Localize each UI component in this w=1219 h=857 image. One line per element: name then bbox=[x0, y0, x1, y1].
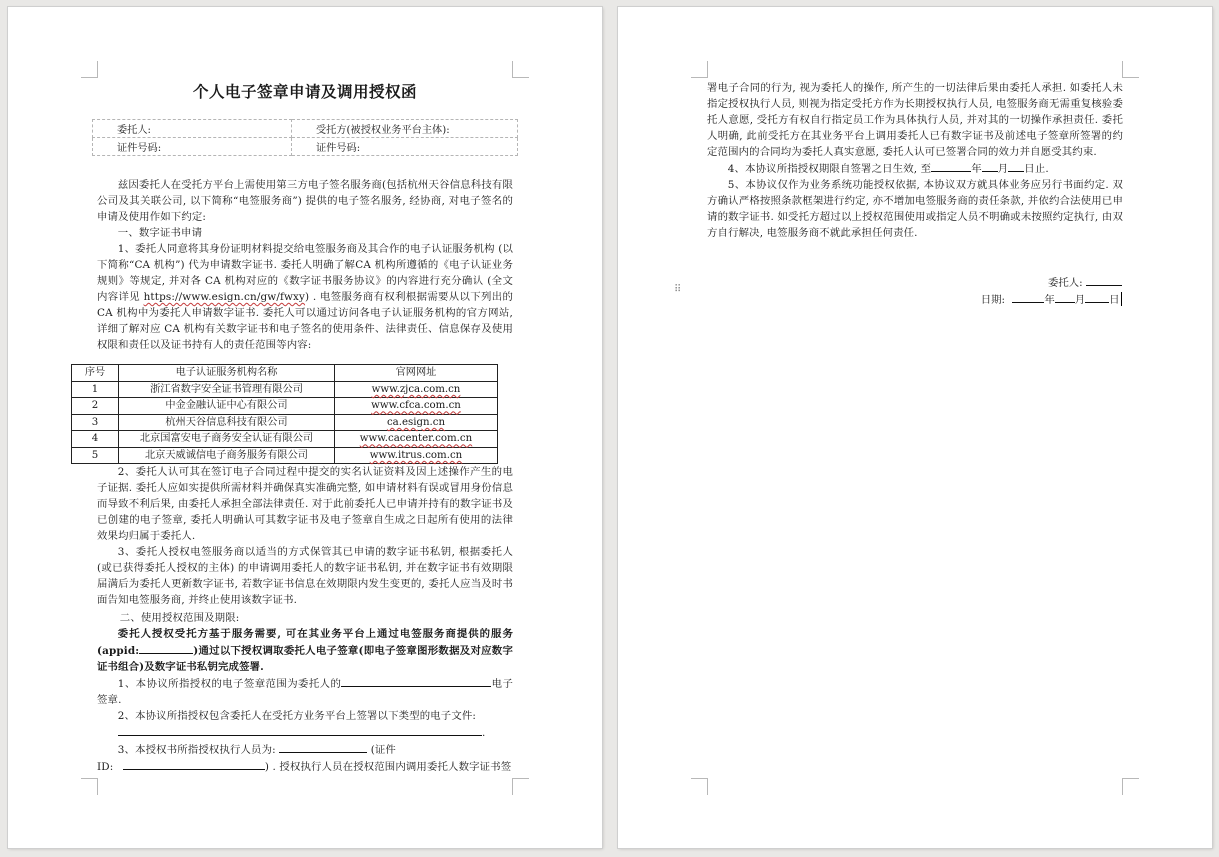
header-number: 序号 bbox=[72, 365, 119, 382]
paragraph-text: ID: bbox=[97, 761, 114, 773]
paragraph-text: (证件 bbox=[370, 744, 396, 756]
text-cursor bbox=[1121, 292, 1123, 306]
document-page-1 bbox=[8, 7, 602, 848]
section1-heading[interactable]: 一、数字证书申请 bbox=[117, 227, 203, 239]
cell-name[interactable]: 中金金融认证中心有限公司 bbox=[119, 398, 335, 415]
document-type-blank[interactable] bbox=[118, 724, 482, 736]
paragraph-text: 电子签章. bbox=[97, 678, 513, 706]
ca-institution-table bbox=[71, 364, 498, 464]
appid-blank[interactable] bbox=[139, 642, 193, 654]
document-page-2 bbox=[618, 7, 1212, 848]
margin-corner-mark bbox=[691, 61, 708, 78]
paragraph-text: . bbox=[482, 727, 486, 739]
section2-paragraph-3-continued[interactable]: 署电子合同的行为, 视为委托人的操作, 所产生的一切法律后果由委托人承担. 如委托人未指定授权执行人员, 则视为指定受托方作为长期授权执行人员, 电签服务商无需重复核验委托人意愿, 受托方有权自行指定员工作为具体执行人员, 并对其的一切操作承担责任. 委托人明确, 此前受托方在其业务平台上调用委托人已有数字证书及前述电子签章所签署的约定范围内的合同均为委托人真实意愿, 委托人认可已签署合同的效力并自愿受其约束. bbox=[707, 82, 1123, 158]
principal-label[interactable]: 委托人: bbox=[93, 120, 292, 138]
section2-paragraph-5[interactable]: 5、本协议仅作为业务系统功能授权依据, 本协议双方就具体业务应另行书面约定. 双方确认严格按照条款框架进行约定, 亦不增加电签服务商的责任条款, 并依约合法使用已申请的数字证书. 如受托方超过以上授权范围使用或指定人员不明确或未按照约定执行, 由双方自行解决, 电签服务商不就此承担任何责任. bbox=[707, 179, 1123, 239]
executor-id-line[interactable] bbox=[97, 758, 513, 775]
agreement-link[interactable]: https://www.esign.cn/gw/fwxy bbox=[143, 291, 306, 303]
margin-corner-mark bbox=[81, 778, 98, 795]
website-link[interactable]: www.zjca.com.cn bbox=[371, 383, 461, 395]
paragraph-text: 委托人授权受托方基于服务需要, 可在其业务平台上通过电签服务商提供的服务(appid: bbox=[97, 628, 513, 657]
document-body-part1 bbox=[97, 177, 513, 353]
document-type-line bbox=[97, 724, 513, 741]
table-row bbox=[72, 447, 498, 464]
drag-handle-icon[interactable]: ⠿ bbox=[674, 284, 682, 295]
signature-date-line[interactable] bbox=[981, 291, 1122, 308]
cell-number[interactable]: 1 bbox=[72, 381, 119, 398]
header-website: 官网网址 bbox=[335, 365, 498, 382]
cell-name[interactable]: 北京国富安电子商务安全认证有限公司 bbox=[119, 431, 335, 448]
paragraph-text: ) . 电签服务商有权利根据需要从以下列出的 CA 机构中为委托人申请数字证书. 委托人可以通过访问各电子认证服务机构的官方网站, 详细了解对应 CA 机构有关数字证书和电子签名的使用条件、法律责任、信息保存及使用权限和责任以及证书持有人的责任范围等内容: bbox=[97, 291, 513, 351]
cell-website[interactable] bbox=[335, 431, 498, 448]
cell-number[interactable]: 4 bbox=[72, 431, 119, 448]
document-body-part2 bbox=[97, 464, 513, 775]
table-row bbox=[72, 381, 498, 398]
margin-corner-mark bbox=[512, 61, 529, 78]
paragraph-text: 1、委托人同意将其身份证明材料提交给电签服务商及其合作的电子认证服务机构 (以下简称“CA 机构”) 代为申请数字证书. 委托人明确了解CA 机构所遵循的《电子认证业务规则》等规定, 并对各 CA 机构对应的《数字证书服务协议》的内容进行充分确认 (全文内容详见 bbox=[97, 243, 513, 303]
table-row bbox=[72, 398, 498, 415]
end-year-blank[interactable] bbox=[931, 160, 971, 172]
cell-website[interactable] bbox=[335, 398, 498, 415]
sign-day-blank[interactable] bbox=[1085, 291, 1109, 303]
agent-id-label[interactable]: 证件号码: bbox=[292, 138, 518, 156]
year-label: 年 bbox=[1044, 294, 1055, 306]
end-month-blank[interactable] bbox=[982, 160, 998, 172]
section2-authorization-paragraph[interactable] bbox=[97, 626, 513, 675]
month-label: 月 bbox=[1074, 294, 1086, 306]
paragraph-text: 年 bbox=[971, 163, 982, 175]
cell-name[interactable]: 杭州天谷信息科技有限公司 bbox=[119, 414, 335, 431]
website-link[interactable]: www.cfca.com.cn bbox=[371, 400, 461, 412]
margin-corner-mark bbox=[1122, 778, 1139, 795]
executor-name-blank[interactable] bbox=[279, 741, 367, 753]
signature-block bbox=[981, 274, 1122, 308]
day-label: 日 bbox=[1109, 294, 1120, 306]
table-header-row bbox=[72, 365, 498, 382]
margin-corner-mark bbox=[691, 778, 708, 795]
section1-paragraph-1[interactable] bbox=[97, 241, 513, 353]
margin-corner-mark bbox=[1122, 61, 1139, 78]
agent-label[interactable]: 受托方(被授权业务平台主体): bbox=[292, 120, 518, 138]
paragraph-text: 日止. bbox=[1024, 163, 1049, 175]
cell-name[interactable]: 浙江省数字安全证书管理有限公司 bbox=[119, 381, 335, 398]
cell-website[interactable] bbox=[335, 447, 498, 464]
website-link[interactable]: ca.esign.cn bbox=[386, 416, 446, 428]
signature-scope-blank[interactable] bbox=[341, 675, 491, 687]
executor-id-blank[interactable] bbox=[123, 758, 265, 770]
cell-website[interactable] bbox=[335, 414, 498, 431]
section2-paragraph-4[interactable] bbox=[707, 160, 1123, 177]
cell-number[interactable]: 5 bbox=[72, 447, 119, 464]
section2-paragraph-1[interactable] bbox=[97, 675, 513, 708]
principal-signature-line[interactable] bbox=[981, 274, 1122, 291]
sign-month-blank[interactable] bbox=[1055, 291, 1075, 303]
document-body-part3 bbox=[707, 80, 1123, 241]
paragraph-text: 1、本协议所指授权的电子签章范围为委托人的 bbox=[117, 678, 342, 690]
principal-signature-blank[interactable] bbox=[1086, 274, 1122, 286]
cell-number[interactable]: 3 bbox=[72, 414, 119, 431]
section2-paragraph-3[interactable] bbox=[97, 741, 513, 758]
paragraph-text: )通过以下授权调取委托人电子签章(即电子签章图形数据及对应数字证书组合)及数字证书私钥完成签署. bbox=[97, 645, 513, 673]
date-label: 日期: bbox=[980, 294, 1006, 306]
cell-name[interactable]: 北京天威诚信电子商务服务有限公司 bbox=[119, 447, 335, 464]
table-row bbox=[72, 431, 498, 448]
paragraph-text: 3、本授权书所指授权执行人员为: bbox=[117, 744, 276, 756]
section2-paragraph-2[interactable]: 2、本协议所指授权包含委托人在受托方业务平台上签署以下类型的电子文件: bbox=[117, 710, 477, 722]
margin-corner-mark bbox=[512, 778, 529, 795]
margin-corner-mark bbox=[81, 61, 98, 78]
header-name: 电子认证服务机构名称 bbox=[119, 365, 335, 382]
section1-paragraph-2[interactable]: 2、委托人认可其在签订电子合同过程中提交的实名认证资料及因上述操作产生的电子证据. 委托人应如实提供所需材料并确保真实准确完整, 如申请材料有误或冒用身份信息而导致不利后果, 由委托人承担全部法律责任. 对于此前委托人已申请并持有的数字证书及已创建的电子签章, 委托人明确认可其数字证书及电子签章自生成之日起所有使用的法律效果均归属于委托人. bbox=[97, 466, 513, 542]
principal-id-label[interactable]: 证件号码: bbox=[93, 138, 292, 156]
document-title: 个人电子签章申请及调用授权函 bbox=[192, 83, 417, 101]
intro-paragraph[interactable]: 兹因委托人在受托方平台上需使用第三方电子签名服务商(包括杭州天谷信息科技有限公司及其关联公司, 以下简称“电签服务商”) 提供的电子签名服务, 经协商, 对电子签名的申请及使用作如下约定: bbox=[97, 179, 513, 223]
table-row bbox=[72, 414, 498, 431]
party-info-table bbox=[92, 119, 518, 156]
section2-heading[interactable]: 二、使用授权范围及期限: bbox=[119, 612, 240, 624]
paragraph-text: 4、本协议所指授权期限自签署之日生效, 至 bbox=[727, 163, 932, 175]
sign-year-blank[interactable] bbox=[1012, 291, 1044, 303]
cell-website[interactable] bbox=[335, 381, 498, 398]
paragraph-text: ) . 授权执行人员在授权范围内调用委托人数字证书签 bbox=[264, 761, 512, 773]
paragraph-text: 月 bbox=[997, 163, 1009, 175]
cell-number[interactable]: 2 bbox=[72, 398, 119, 415]
website-link[interactable]: www.itrus.com.cn bbox=[369, 449, 463, 461]
website-link[interactable]: www.cacenter.com.cn bbox=[359, 433, 473, 445]
section1-paragraph-3[interactable]: 3、委托人授权电签服务商以适当的方式保管其已申请的数字证书私钥, 根据委托人(或已获得委托人授权的主体) 的申请调用委托人的数字证书私钥, 并在数字证书有效期限届满后为委托人更新数字证书, 若数字证书信息在效期限内发生变更的, 委托人应当及时书面告知电签服务商, 并终止使用该数字证书. bbox=[97, 546, 513, 606]
principal-signature-label: 委托人: bbox=[1048, 277, 1083, 289]
end-day-blank[interactable] bbox=[1008, 160, 1024, 172]
